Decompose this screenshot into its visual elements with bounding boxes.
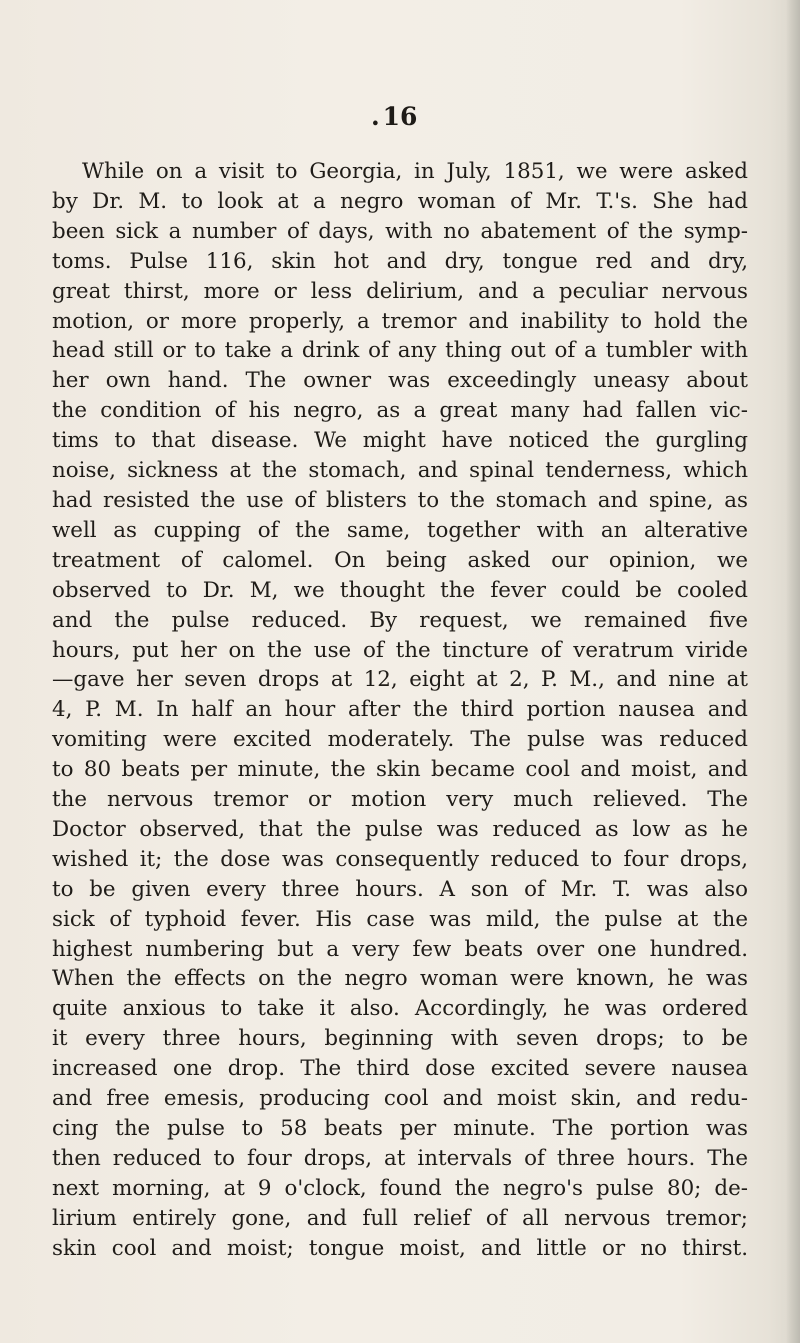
text-line: tims to that disease. We might have noticed the gurgling (52, 428, 748, 454)
text-line: observed to Dr. M, we thought the fever could be cooled (52, 577, 748, 603)
text-line: great thirst, more or less delirium, and a peculiar nervous (52, 278, 748, 304)
page-number (0, 102, 800, 131)
text-line: Doctor observed, that the pulse was reduced as low as he (52, 816, 748, 842)
text-line: increased one drop. The third dose excited severe nausea (52, 1056, 748, 1082)
body-paragraph (52, 157, 748, 1264)
page-edge-shadow (786, 0, 800, 1343)
text-line: sick of typhoid fever. His case was mild, the pulse at the (52, 906, 748, 932)
text-line: it every three hours, beginning with seven drops; to be (52, 1026, 748, 1052)
text-line: had resisted the use of blisters to the stomach and spine, as (52, 487, 748, 513)
text-line: highest numbering but a very few beats over one hundred. (52, 936, 748, 962)
page-number-dot-mark: . (371, 102, 380, 131)
text-line: When the effects on the negro woman were known, he was (52, 966, 748, 992)
text-line: treatment of calomel. On being asked our opinion, we (52, 547, 748, 573)
text-line: by Dr. M. to look at a negro woman of Mr. T.'s. She had (52, 188, 748, 214)
text-line: noise, sickness at the stomach, and spinal tenderness, which (52, 458, 748, 484)
text-line: quite anxious to take it also. Accordingly, he was ordered (52, 996, 748, 1022)
text-line: her own hand. The owner was exceedingly uneasy about (52, 368, 748, 394)
text-line: and the pulse reduced. By request, we remained five (52, 607, 748, 633)
text-line: motion, or more properly, a tremor and inability to hold the (52, 308, 748, 334)
text-line: lirium entirely gone, and full relief of all nervous tremor; (52, 1205, 748, 1231)
text-line: cing the pulse to 58 beats per minute. The portion was (52, 1116, 748, 1141)
text-line: the nervous tremor or motion very much relieved. The (52, 787, 748, 813)
text-line: to 80 beats per minute, the skin became cool and moist, and (52, 757, 748, 783)
text-line: toms. Pulse 116, skin hot and dry, tongue red and dry, (52, 248, 748, 274)
text-line: hours, put her on the use of the tincture of veratrum viride (52, 637, 748, 663)
text-line: 4, P. M. In half an hour after the third portion nausea and (52, 697, 748, 723)
text-line: next morning, at 9 o'clock, found the negro's pulse 80; de- (52, 1175, 748, 1201)
text-line: skin cool and moist; tongue moist, and little or no thirst. (52, 1235, 748, 1261)
text-line: to be given every three hours. A son of Mr. T. was also (52, 876, 748, 902)
text-line: —gave her seven drops at 12, eight at 2, P. M., and nine at (52, 667, 748, 693)
text-line: and free emesis, producing cool and moist skin, and redu- (52, 1086, 748, 1112)
page-number-text: 16 (382, 102, 418, 131)
text-line: While on a visit to Georgia, in July, 1851, we were asked (82, 159, 748, 184)
text-line: wished it; the dose was consequently reduced to four drops, (52, 846, 748, 872)
text-line: well as cupping of the same, together with an alterative (52, 517, 748, 543)
text-line: vomiting were excited moderately. The pulse was reduced (52, 727, 748, 753)
text-line: then reduced to four drops, at intervals of three hours. The (52, 1145, 748, 1171)
text-line: been sick a number of days, with no abatement of the symp- (52, 218, 748, 244)
text-line: head still or to take a drink of any thing out of a tumbler with (52, 338, 748, 364)
text-line: the condition of his negro, as a great many had fallen vic- (52, 398, 748, 424)
